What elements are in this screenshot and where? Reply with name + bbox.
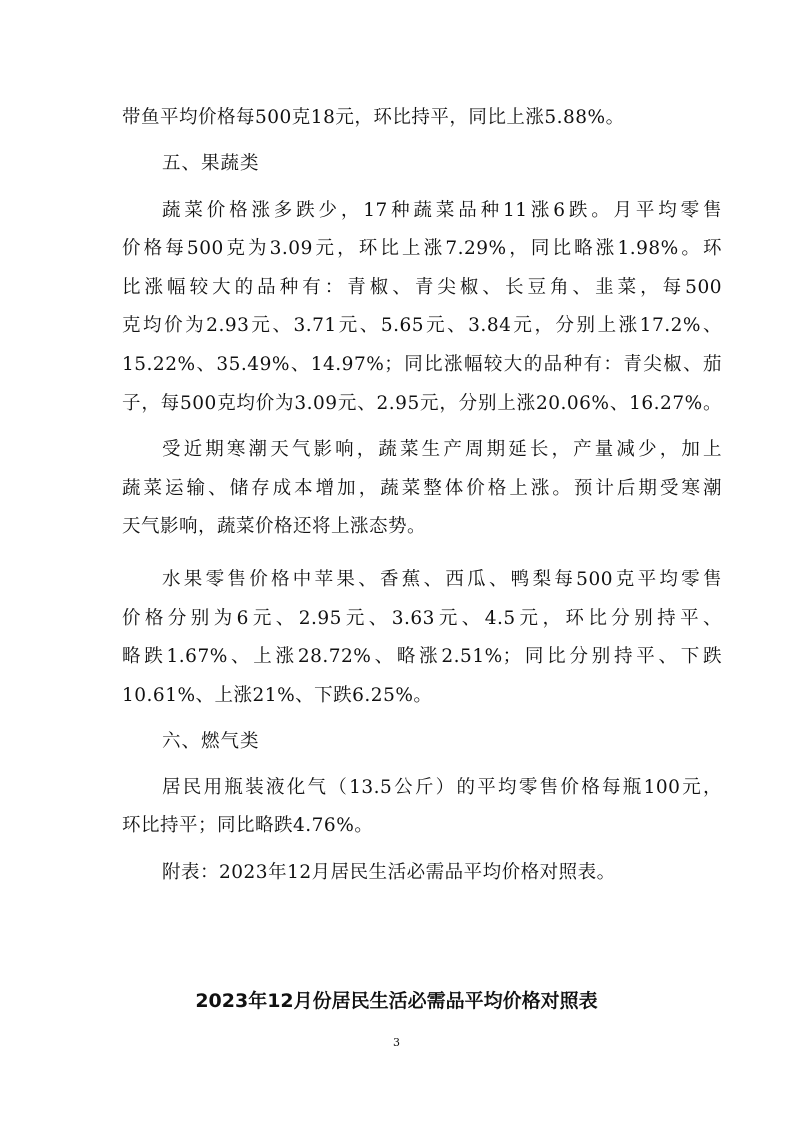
paragraph-vegetables-line-3: 比涨幅较大的品种有：青椒、青尖椒、长豆角、韭菜，每500 xyxy=(122,277,722,298)
paragraph-gas-line-2: 环比持平；同比略跌4.76%。 xyxy=(122,815,374,836)
table-title: 2023年12月份居民生活必需品平均价格对照表 xyxy=(195,990,598,1012)
paragraph-fruit-line-4: 10.61%、上涨21%、下跌6.25%。 xyxy=(122,685,433,706)
paragraph-vegetables-line-2: 价格每500克为3.09元，环比上涨7.29%，同比略涨1.98%。环 xyxy=(122,238,722,259)
paragraph-vegetables-line-1: 蔬菜价格涨多跌少，17种蔬菜品种11涨6跌。月平均零售 xyxy=(162,200,722,221)
paragraph-weather-line-3: 天气影响，蔬菜价格还将上涨态势。 xyxy=(122,516,427,537)
attachment-note: 附表：2023年12月居民生活必需品平均价格对照表。 xyxy=(162,862,616,883)
paragraph-fruit-line-3: 略跌1.67%、上涨28.72%、略涨2.51%；同比分别持平、下跌 xyxy=(122,646,722,667)
paragraph-vegetables-line-5: 15.22%、35.49%、14.97%；同比涨幅较大的品种有：青尖椒、茄 xyxy=(122,354,722,375)
paragraph-fish-line-1: 带鱼平均价格每500克18元，环比持平，同比上涨5.88%。 xyxy=(122,107,625,128)
paragraph-vegetables-line-6: 子，每500克均价为3.09元、2.95元，分别上涨20.06%、16.27%。 xyxy=(122,393,722,414)
paragraph-fruit-line-2: 价格分别为6元、2.95元、3.63元、4.5元，环比分别持平、 xyxy=(122,608,722,629)
paragraph-weather-line-1: 受近期寒潮天气影响，蔬菜生产周期延长，产量减少，加上 xyxy=(162,439,722,460)
section-heading-gas: 六、燃气类 xyxy=(162,731,260,752)
section-heading-fruit-vegetables: 五、果蔬类 xyxy=(162,153,260,174)
paragraph-gas-line-1: 居民用瓶装液化气（13.5公斤）的平均零售价格每瓶100元， xyxy=(162,777,722,798)
paragraph-vegetables-line-4: 克均价为2.93元、3.71元、5.65元、3.84元，分别上涨17.2%、 xyxy=(122,315,722,336)
page-number: 3 xyxy=(393,1036,400,1049)
paragraph-weather-line-2: 蔬菜运输、储存成本增加，蔬菜整体价格上涨。预计后期受寒潮 xyxy=(122,478,722,499)
paragraph-fruit-line-1: 水果零售价格中苹果、香蕉、西瓜、鸭梨每500克平均零售 xyxy=(162,569,722,590)
